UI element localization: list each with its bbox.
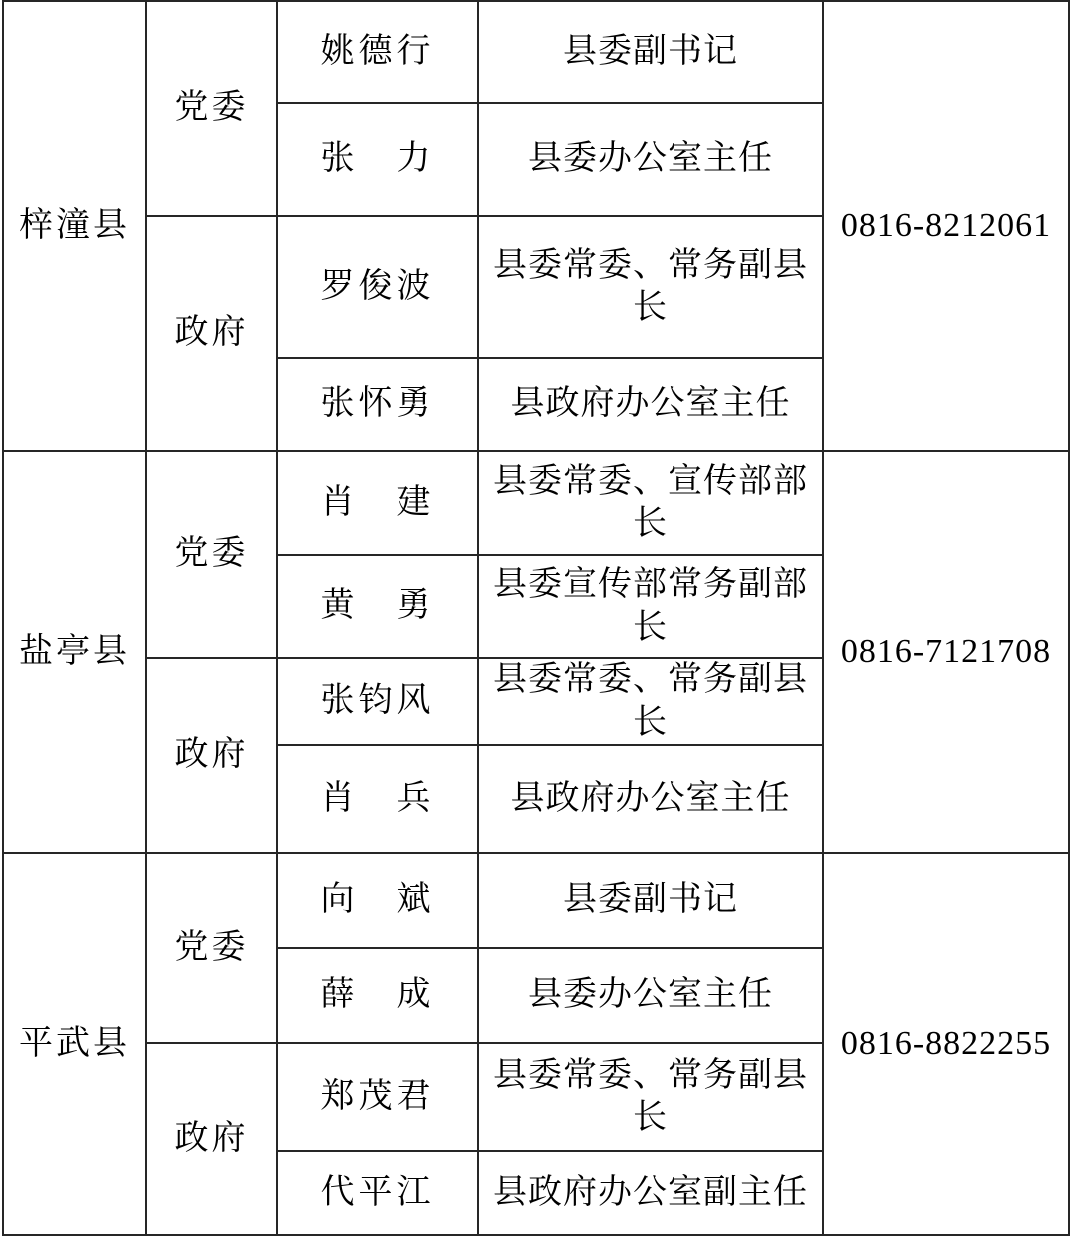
org-cell: 党委 (146, 853, 277, 1043)
title-cell: 县政府办公室主任 (478, 745, 823, 853)
table-row (3, 1, 1069, 103)
county-cell: 平武县 (3, 853, 146, 1235)
title-cell: 县委常委、常务副县长 (478, 658, 823, 745)
org-cell: 党委 (146, 451, 277, 658)
org-cell: 党委 (146, 1, 277, 216)
org-cell: 政府 (146, 658, 277, 853)
name-cell: 肖 兵 (277, 745, 478, 853)
title-cell: 县委常委、常务副县长 (478, 216, 823, 358)
phone-cell: 0816-7121708 (823, 451, 1069, 853)
name-cell: 黄 勇 (277, 555, 478, 658)
title-cell: 县委副书记 (478, 1, 823, 103)
table-row (3, 451, 1069, 555)
title-cell: 县政府办公室主任 (478, 358, 823, 451)
contact-table (2, 0, 1070, 1236)
title-cell: 县政府办公室副主任 (478, 1151, 823, 1235)
name-cell: 张怀勇 (277, 358, 478, 451)
title-cell: 县委办公室主任 (478, 103, 823, 216)
table-row (3, 853, 1069, 948)
name-cell: 薛 成 (277, 948, 478, 1043)
phone-cell: 0816-8822255 (823, 853, 1069, 1235)
title-cell: 县委常委、常务副县长 (478, 1043, 823, 1151)
title-cell: 县委宣传部常务副部长 (478, 555, 823, 658)
title-cell: 县委副书记 (478, 853, 823, 948)
name-cell: 张钧风 (277, 658, 478, 745)
org-cell: 政府 (146, 216, 277, 451)
title-cell: 县委办公室主任 (478, 948, 823, 1043)
title-cell: 县委常委、宣传部部长 (478, 451, 823, 555)
name-cell: 张 力 (277, 103, 478, 216)
name-cell: 向 斌 (277, 853, 478, 948)
phone-cell: 0816-8212061 (823, 1, 1069, 451)
org-cell: 政府 (146, 1043, 277, 1235)
county-cell: 盐亭县 (3, 451, 146, 853)
name-cell: 郑茂君 (277, 1043, 478, 1151)
county-cell: 梓潼县 (3, 1, 146, 451)
name-cell: 肖 建 (277, 451, 478, 555)
name-cell: 代平江 (277, 1151, 478, 1235)
name-cell: 姚德行 (277, 1, 478, 103)
name-cell: 罗俊波 (277, 216, 478, 358)
